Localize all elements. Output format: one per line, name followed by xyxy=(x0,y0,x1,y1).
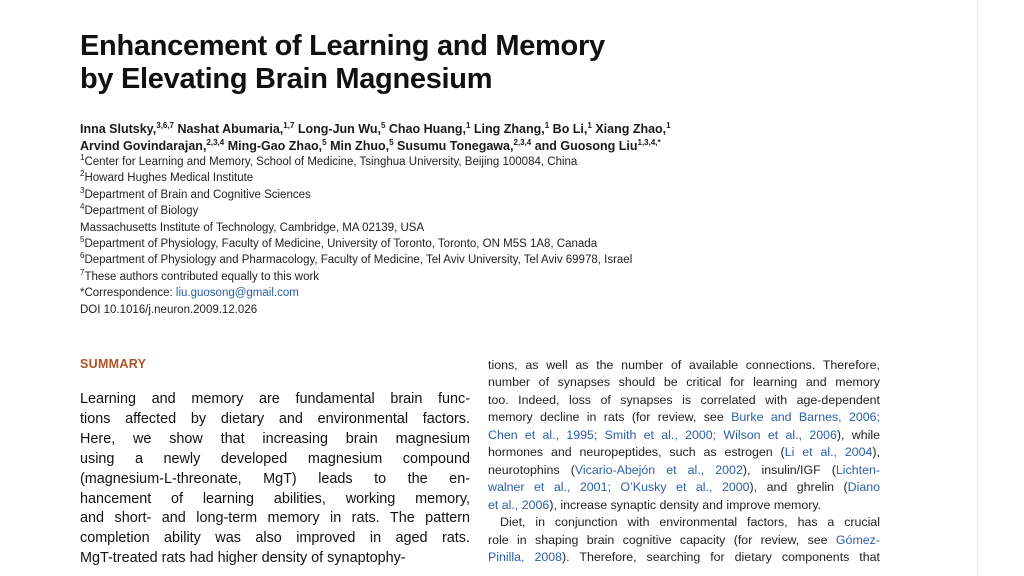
citation-link[interactable]: Vicario-Abejón et al., 2002 xyxy=(574,462,743,477)
author-name: Nashat Abumaria, xyxy=(173,122,284,136)
author-name: Arvind Govindarajan, xyxy=(80,139,207,153)
paper-title xyxy=(80,30,605,96)
body-line xyxy=(488,532,880,549)
affiliation-marker: 3 xyxy=(80,185,85,195)
author-name: Ling Zhang, xyxy=(470,122,545,136)
affiliation-item xyxy=(80,236,880,252)
body-line xyxy=(488,409,880,426)
abstract-line: tions affected by dietary and environmental factors. xyxy=(80,410,470,427)
citation-link[interactable]: Burke and Barnes, 2006; xyxy=(731,410,880,425)
body-text-column xyxy=(488,357,880,566)
body-line xyxy=(488,462,880,479)
body-text: ). Therefore, searching for dietary components that xyxy=(562,549,880,564)
body-text: neurotophins ( xyxy=(488,462,575,477)
affiliation-text: These authors contributed equally to this work xyxy=(84,270,320,283)
body-line xyxy=(488,374,880,391)
body-line xyxy=(488,357,880,374)
affiliation-marker: 6 xyxy=(80,251,85,261)
author-line xyxy=(80,121,880,138)
author-affiliation-marker: 5 xyxy=(380,120,386,130)
correspondence-email-link[interactable]: liu.guosong@gmail.com xyxy=(175,287,299,300)
body-text: tions, as well as the number of available connections. Therefore, xyxy=(488,358,880,372)
author-name: Ming-Gao Zhao, xyxy=(224,139,323,153)
author-name: Inna Slutsky, xyxy=(80,122,157,136)
citation-link[interactable]: et al., 2006 xyxy=(488,497,550,512)
author-affiliation-marker: 5 xyxy=(389,137,394,147)
affiliation-item xyxy=(80,203,880,219)
author-name: Xiang Zhao, xyxy=(591,122,667,136)
affiliation-marker: 2 xyxy=(80,169,85,179)
body-line xyxy=(488,444,880,461)
abstract-line: Learning and memory are fundamental brain func- xyxy=(80,391,470,407)
author-affiliation-marker: 1,3,4,* xyxy=(637,137,661,147)
author-affiliation-marker: 3,6,7 xyxy=(156,120,174,130)
citation-link[interactable]: walner et al., 2001; O’Kusky et al., 2000 xyxy=(488,480,750,495)
correspondence: *Correspondence: liu.guosong@gmail.com xyxy=(80,287,299,300)
author-affiliation-marker: 2,3,4 xyxy=(513,137,532,147)
body-text: ), insulin/IGF ( xyxy=(742,462,836,477)
affiliation-list xyxy=(80,154,880,318)
body-text: ), xyxy=(872,445,880,460)
citation-link[interactable]: Gómez- xyxy=(835,532,880,547)
summary-heading: SUMMARY xyxy=(80,357,147,371)
affiliation-marker: 1 xyxy=(80,153,85,163)
author-name: Bo Li, xyxy=(549,122,588,136)
author-affiliation-marker: 1 xyxy=(666,120,671,130)
author-name: Chao Huang, xyxy=(385,122,466,136)
author-name: Susumu Tonegawa, xyxy=(393,139,514,153)
affiliation-text: Department of Brain and Cognitive Sciences xyxy=(84,188,311,201)
affiliation-marker: 7 xyxy=(80,268,85,278)
citation-link[interactable]: Diano xyxy=(847,480,880,495)
author-affiliation-marker: 5 xyxy=(322,137,327,147)
abstract-line: Here, we show that increasing brain magnesium xyxy=(80,430,470,447)
abstract-line: using a newly developed magnesium compound xyxy=(80,450,470,467)
affiliation-item xyxy=(80,269,880,285)
body-text: ), and ghrelin ( xyxy=(749,480,848,495)
affiliation-item xyxy=(80,252,880,268)
body-line xyxy=(488,479,880,496)
body-line xyxy=(488,427,880,444)
author-affiliation-marker: 1 xyxy=(587,120,592,130)
affiliation-text: Department of Physiology, Faculty of Medicine, University of Toronto, Toronto, ON M5S 1A8, Canada xyxy=(84,238,598,251)
body-text: Diet, in conjunction with environmental factors, has a crucial xyxy=(500,515,880,530)
abstract-line: hancement of learning abilities, working memory, xyxy=(80,490,470,507)
affiliation-item xyxy=(80,187,880,203)
author-affiliation-marker: 1,7 xyxy=(283,120,295,130)
author-affiliation-marker: 1 xyxy=(465,120,471,130)
affiliation-text: Department of Biology xyxy=(84,205,199,218)
body-text: ), increase synaptic density and improve memory. xyxy=(549,497,822,512)
citation-link[interactable]: Lichten- xyxy=(835,462,880,477)
author-name: Min Zhuo, xyxy=(326,139,390,153)
citation-link[interactable]: Chen et al., 1995; Smith et al., 2000; Wilson et al., 2006 xyxy=(488,427,837,442)
affiliation-text: Massachusetts Institute of Technology, Cambridge, MA 02139, USA xyxy=(80,221,425,234)
affiliation-text: Department of Physiology and Pharmacology, Faculty of Medicine, Tel Aviv University, Tel Aviv 69978, Israel xyxy=(84,254,633,267)
abstract-line: (magnesium-L-threonate, MgT) leads to the en- xyxy=(80,470,470,487)
author-list xyxy=(80,121,880,155)
author-affiliation-marker: 2,3,4 xyxy=(206,137,225,147)
body-line xyxy=(488,392,880,409)
body-text: role in shaping brain cognitive capacity (for review, see xyxy=(488,532,836,547)
abstract xyxy=(80,390,470,569)
affiliation-marker: 5 xyxy=(80,235,85,245)
affiliation-item xyxy=(80,220,880,236)
body-text: memory decline in rats (for review, see xyxy=(488,410,732,425)
doi: DOI 10.1016/j.neuron.2009.12.026 xyxy=(80,303,258,316)
affiliation-item xyxy=(80,154,880,170)
author-affiliation-marker: 1 xyxy=(544,120,550,130)
body-text: number of synapses should be critical for learning and memory xyxy=(488,375,880,390)
affiliation-text: Howard Hughes Medical Institute xyxy=(84,172,254,185)
author-line xyxy=(80,138,880,155)
body-line xyxy=(488,549,880,566)
body-line xyxy=(488,497,880,514)
body-text: too. Indeed, loss of synapses is correlated with age-dependent xyxy=(488,392,880,407)
abstract-line: completion ability was also improved in aged rats. xyxy=(80,530,470,547)
title-line-2: by Elevating Brain Magnesium xyxy=(80,63,493,95)
title-line-1: Enhancement of Learning and Memory xyxy=(80,30,605,62)
affiliation-item xyxy=(80,170,880,186)
page-edge xyxy=(977,0,978,576)
body-text: hormones and neuropeptides, such as estrogen ( xyxy=(488,445,785,460)
affiliation-marker: 4 xyxy=(80,202,85,212)
abstract-line: and short- and long-term memory in rats. The pattern xyxy=(80,510,470,527)
author-name: and Guosong Liu xyxy=(531,139,638,153)
citation-link[interactable]: Pinilla, 2008 xyxy=(488,549,563,564)
body-text: ), while xyxy=(836,427,880,442)
body-line xyxy=(488,514,880,531)
abstract-line: MgT-treated rats had higher density of synaptophy- xyxy=(80,550,406,567)
author-name: Long-Jun Wu, xyxy=(294,122,381,136)
affiliation-text: Center for Learning and Memory, School of Medicine, Tsinghua University, Beijing 100084, China xyxy=(84,156,578,168)
citation-link[interactable]: Li et al., 2004 xyxy=(784,445,873,460)
